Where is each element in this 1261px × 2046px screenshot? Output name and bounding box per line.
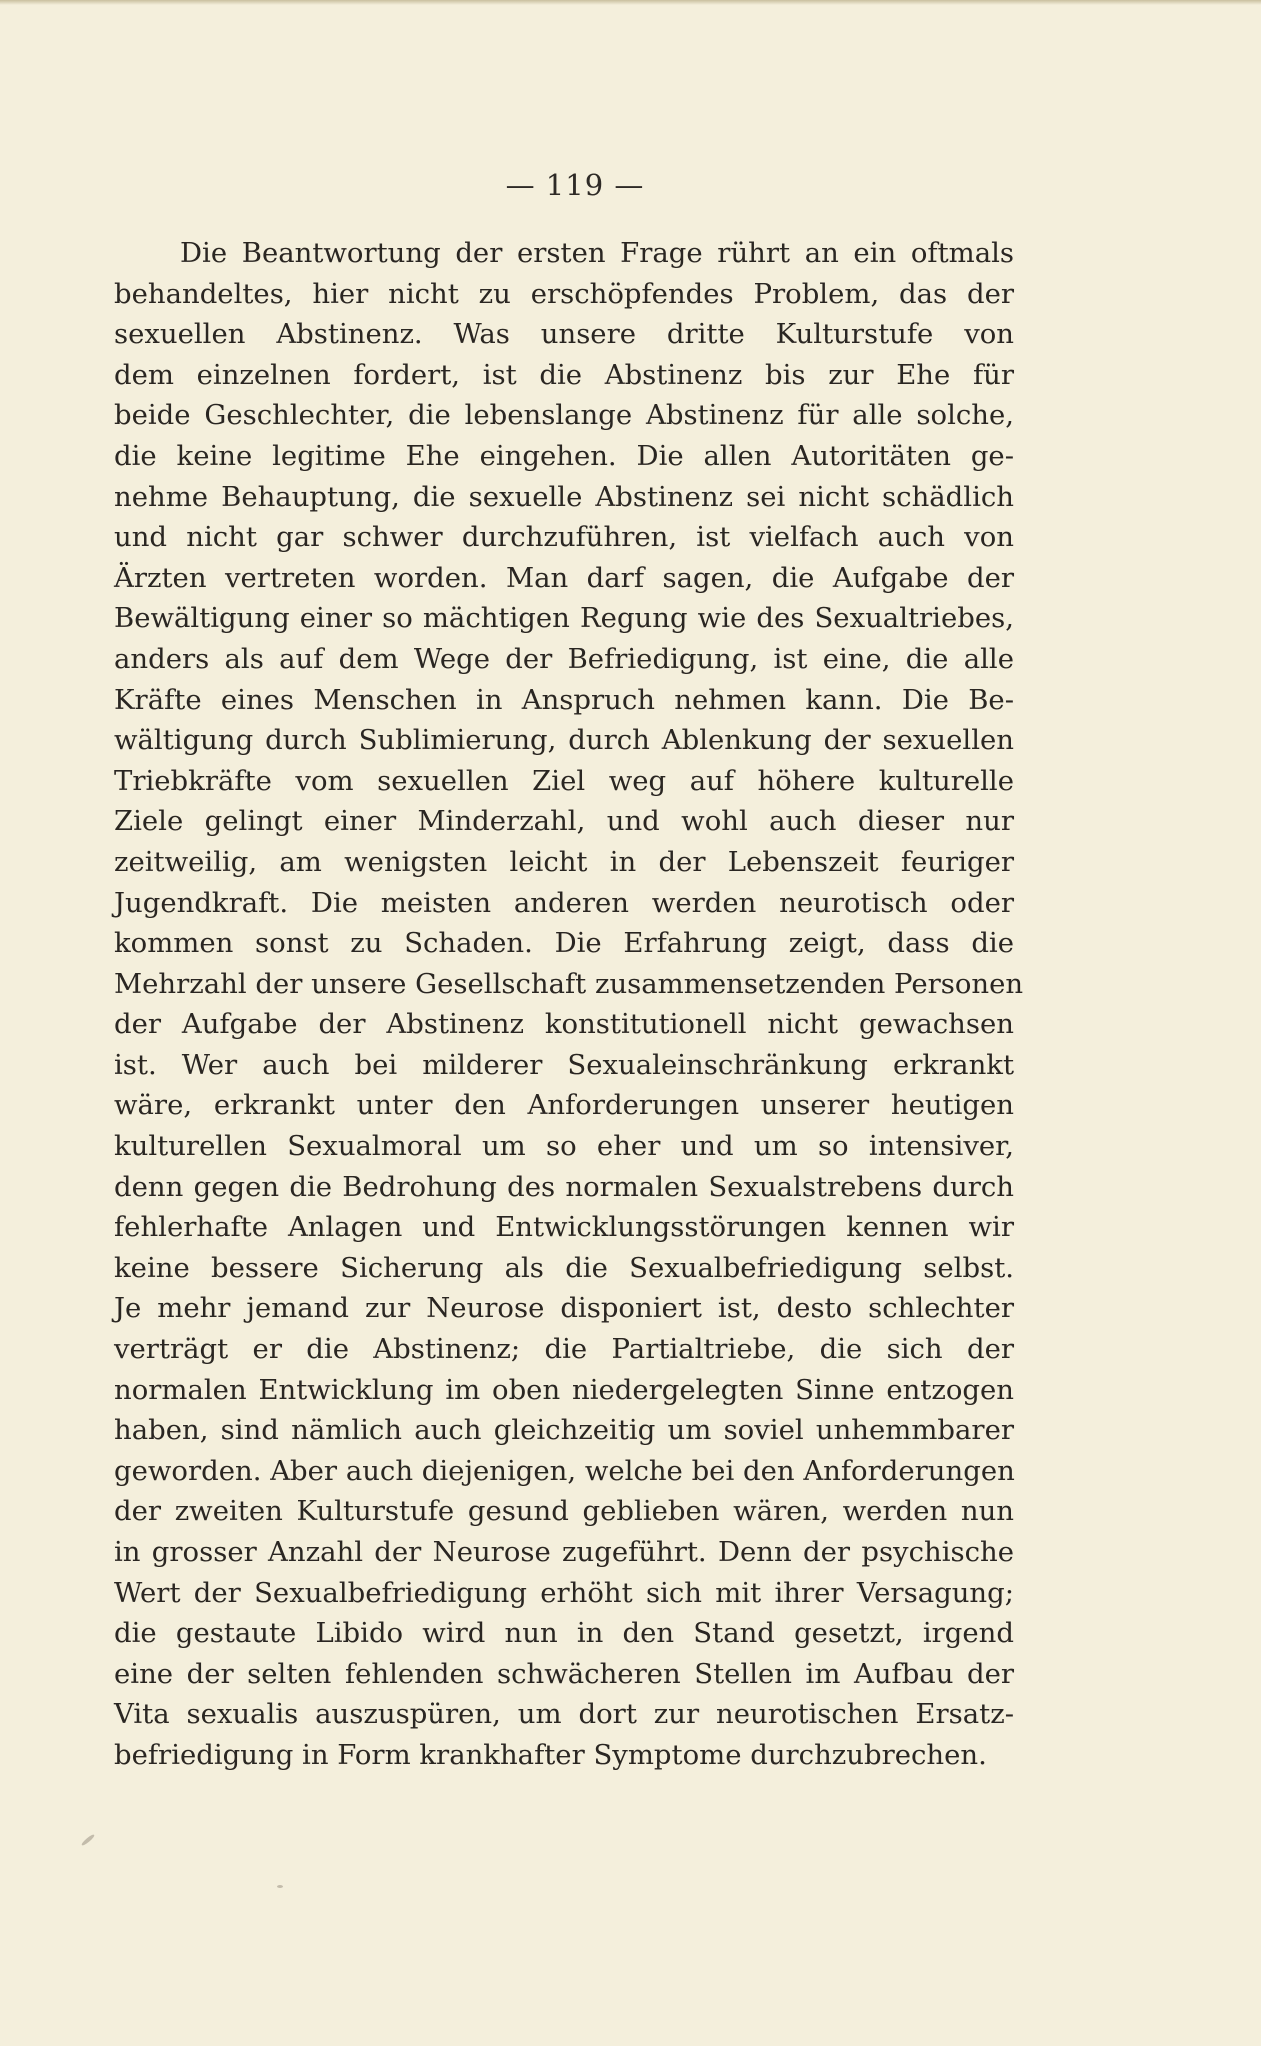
text-line: keine bessere Sicherung als die Sexualbefriedigung selbst. (114, 1251, 1014, 1284)
text-line: wäre, erkrankt unter den Anforderungen unserer heutigen (114, 1089, 1014, 1122)
text-line: Bewältigung einer so mächtigen Regung wie des Sexualtriebes, (114, 602, 1014, 635)
text-line: ist. Wer auch bei milderer Sexualeinschränkung erkrankt (114, 1048, 1014, 1081)
text-line: nehme Behauptung, die sexuelle Abstinenz sei nicht schädlich (114, 480, 1014, 513)
page-number: — 119 — (505, 168, 645, 202)
paper-smudge (277, 1885, 283, 1888)
text-line: fehlerhafte Anlagen und Entwicklungsstörungen kennen wir (114, 1211, 1014, 1244)
text-line: Jugendkraft. Die meisten anderen werden neurotisch oder (114, 886, 1014, 919)
text-line: die keine legitime Ehe eingehen. Die allen Autoritäten ge- (114, 439, 1014, 472)
text-line: wältigung durch Sublimierung, durch Ablenkung der sexuellen (114, 724, 1014, 757)
text-line: Ärzten vertreten worden. Man darf sagen, die Aufgabe der (114, 561, 1014, 594)
text-line: und nicht gar schwer durchzuführen, ist vielfach auch von (114, 521, 1014, 554)
text-line: verträgt er die Abstinenz; die Partialtriebe, die sich der (114, 1333, 1014, 1366)
page-top-edge (0, 0, 1261, 5)
text-line: haben, sind nämlich auch gleichzeitig um soviel unhemmbarer (114, 1414, 1014, 1447)
text-line: Mehrzahl der unsere Gesellschaft zusammensetzenden Personen (114, 967, 1024, 1000)
text-line: normalen Entwicklung im oben niedergelegten Sinne entzogen (114, 1373, 1014, 1406)
text-line: kulturellen Sexualmoral um so eher und um so intensiver, (114, 1130, 1014, 1163)
text-line: Ziele gelingt einer Minderzahl, und wohl auch dieser nur (114, 805, 1014, 838)
text-line: Wert der Sexualbefriedigung erhöht sich mit ihrer Versagung; (114, 1576, 1014, 1609)
text-line: der zweiten Kulturstufe gesund geblieben wären, werden nun (114, 1495, 1014, 1528)
text-line: anders als auf dem Wege der Befriedigung, ist eine, die alle (114, 642, 1014, 675)
text-line: Triebkräfte vom sexuellen Ziel weg auf höhere kulturelle (114, 764, 1014, 797)
text-line: zeitweilig, am wenigsten leicht in der Lebenszeit feuriger (114, 845, 1014, 878)
text-line: kommen sonst zu Schaden. Die Erfahrung zeigt, dass die (114, 927, 1014, 960)
text-line: befriedigung in Form krankhafter Symptome durchzubrechen. (114, 1738, 987, 1771)
paper-smudge (81, 1833, 96, 1846)
text-line: sexuellen Abstinenz. Was unsere dritte Kulturstufe von (114, 318, 1014, 351)
text-line: behandeltes, hier nicht zu erschöpfendes Problem, das der (114, 277, 1014, 310)
text-line: denn gegen die Bedrohung des normalen Sexualstrebens durch (114, 1170, 1014, 1203)
text-line: Vita sexualis auszuspüren, um dort zur neurotischen Ersatz- (114, 1698, 1014, 1731)
text-line: Die Beantwortung der ersten Frage rührt an ein oftmals (180, 237, 1014, 269)
text-line: geworden. Aber auch diejenigen, welche bei den Anforderungen (114, 1454, 1015, 1487)
text-line: dem einzelnen fordert, ist die Abstinenz bis zur Ehe für (114, 358, 1014, 391)
paragraph (114, 233, 1024, 1776)
text-line: eine der selten fehlenden schwächeren Stellen im Aufbau der (114, 1657, 1014, 1690)
text-line: Kräfte eines Menschen in Anspruch nehmen kann. Die Be- (114, 683, 1014, 716)
text-line: Je mehr jemand zur Neurose disponiert ist, desto schlechter (114, 1292, 1014, 1325)
text-line: der Aufgabe der Abstinenz konstitutionell nicht gewachsen (114, 1008, 1014, 1041)
text-line: die gestaute Libido wird nun in den Stand gesetzt, irgend (114, 1617, 1014, 1650)
text-line: beide Geschlechter, die lebenslange Abstinenz für alle solche, (114, 399, 1014, 432)
text-line: in grosser Anzahl der Neurose zugeführt. Denn der psychische (114, 1536, 1014, 1568)
